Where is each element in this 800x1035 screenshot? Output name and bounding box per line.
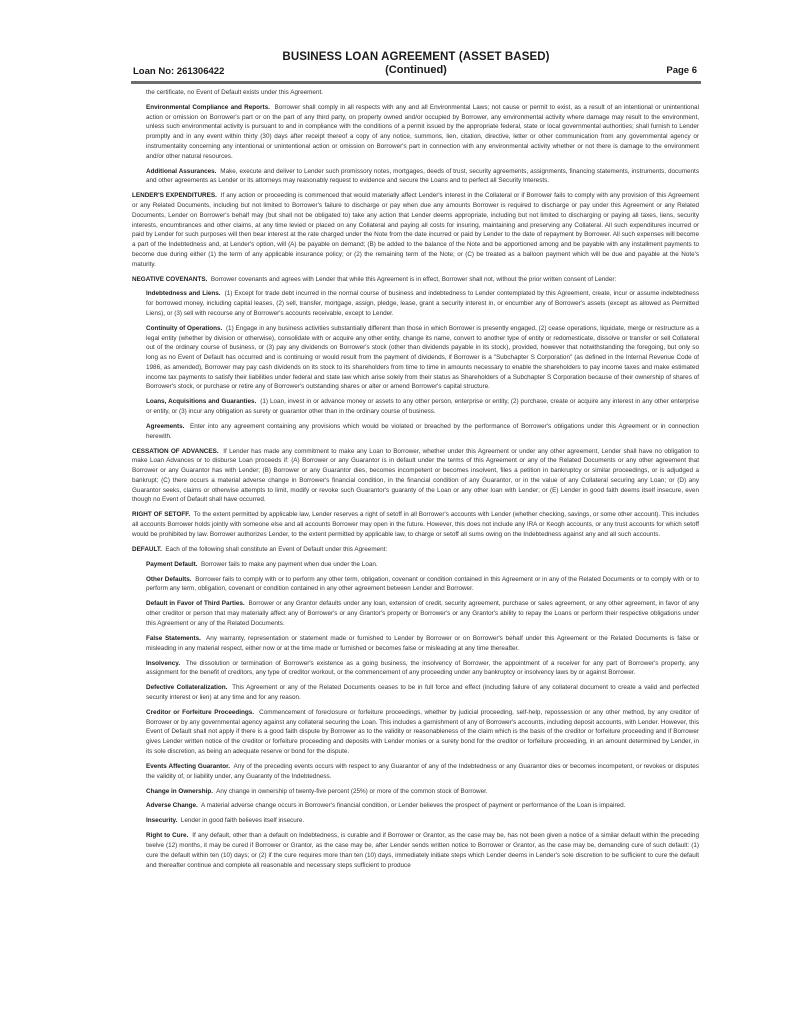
clause-text: (1) Except for trade debt incurred in the normal course of business and indebtedness to Lender contemplated by this Agreement, create, incur or assume indebtedness for borrowed money, including capital leases, (2) sell, transfer, mortgage, assign, pledge, lease, grant a security interest in, or encumber any of Borrower's assets (except as allowed as Permitted Liens), or (3) sell with recourse any of Borrower's accounts receivable, except to Lender. <box>146 290 699 317</box>
clause-text: To the extent permitted by applicable law, Lender reserves a right of setoff in all Borrower's accounts with Lender (whether checking, savings, or some other account). This includes all accounts Borrower holds jointly with someone else and all accounts Borrower may open in the future. However, this does not include any IRA or Keogh accounts, or any trust accounts for which setoff would be prohibited by law. Borrower authorizes Lender, to the extent permitted by applicable law, to charge or setoff all sums owing on the Indebtedness against any and all such accounts. <box>132 511 699 538</box>
clause-heading: DEFAULT. <box>132 545 162 553</box>
clause-heading: Indebtedness and Liens. <box>146 290 221 298</box>
clause-paragraph <box>146 634 699 654</box>
clause-text: the certificate, no Event of Default exists under this Agreement. <box>146 89 324 96</box>
clause-paragraph <box>132 191 699 269</box>
clause-text: If Lender has made any commitment to make any Loan to Borrower, whether under this Agreement or under any other agreement, Lender shall have no obligation to make Loan Advances or to disburse Loan proceeds if: (A) Borrower or any Guarantor is in default under the terms of this Agreement or any of the Related Documents or any other agreement that Borrower or any Guarantor has with Lender; (B) Borrower or any Guarantor dies, becomes incompetent or becomes insolvent, files a petition in bankruptcy or similar proceedings, or is adjudged a bankrupt; (C) there occurs a material adverse change in Borrower's financial condition, in the financial condition of any Guarantor, or in the value of any Collateral securing any Loan; or (D) any Guarantor seeks, claims or otherwise attempts to limit, modify or revoke such Guarantor's guaranty of the Loan or any other loan with Lender; or (E) Lender in good faith deems itself insecure, even though no Event of Default shall have occurred. <box>132 447 700 504</box>
clause-heading: RIGHT OF SETOFF. <box>132 511 191 519</box>
clause-text: (1) Loan, invest in or advance money or assets to any other person, enterprise or entity, (2) purchase, create or acquire any interest in any other enterprise or entity, or (3) incur any obligation as surety or guarantor other than in the ordinary course of business. <box>146 398 699 416</box>
clause-heading: LENDER'S EXPENDITURES. <box>132 192 217 200</box>
clause-text: Commencement of foreclosure or forfeiture proceedings, whether by judicial proceeding, self-help, repossession or any other method, by any creditor of Borrower or by any governmental agency against any collateral securing the Loan. This includes a garnishment of any of Borrower's accounts, including deposit accounts, with Lender. However, this Event of Default shall not apply if there is a good faith dispute by Borrower as to the validity or reasonableness of the claim which is the basis of the creditor or forfeiture proceeding and if Borrower gives Lender written notice of the creditor or forfeiture proceeding and deposits with Lender monies or a surety bond for the creditor or forfeiture proceeding, in an amount determined by Lender, in its sole discretion, as being an adequate reserve or bond for the dispute. <box>146 708 700 755</box>
clause-text: Make, execute and deliver to Lender such promissory notes, mortgages, deeds of trust, security agreements, assignments, financing statements, instruments, documents and other agreements as Lender or its attorneys may reasonably request to evidence and secure the Loans and to perfect all Security Interests. <box>146 167 699 185</box>
clause-paragraph <box>146 816 699 826</box>
document-title: BUSINESS LOAN AGREEMENT (ASSET BASED) <box>282 51 550 63</box>
clause-paragraph <box>146 831 699 870</box>
clause-heading: Default in Favor of Third Parties. <box>146 600 245 608</box>
clause-paragraph <box>132 275 699 285</box>
clause-paragraph <box>146 103 699 162</box>
clause-heading: NEGATIVE COVENANTS. <box>132 275 208 283</box>
clause-paragraph <box>132 510 699 539</box>
clause-text: If any default, other than a default on Indebtedness, is curable and if Borrower or Grantor, as the case may be, has not been given a notice of a similar default within the preceding twelve (12) months, it may be cured if Borrower or Grantor, as the case may be, after Lender sends written notice to Borrower or Grantor, as the case may be, demanding cure of such default: (1) cure the default within ten (10) days; or (2) if the cure requires more than ten (10) days, immediately initiate steps which Lender deems in Lender's sole discretion to be sufficient to cure the default and thereafter continue and complete all reasonable and necessary steps sufficient to produce <box>146 832 699 869</box>
clause-heading: Additional Assurances. <box>146 167 217 175</box>
clause-paragraph <box>146 422 699 442</box>
clause-text: Any warranty, representation or statement made or furnished to Lender by Borrower or on Borrower's behalf under this Agreement or the Related Documents is false or misleading in any material respect, either now or at the time made or furnished or becomes false or misleading at any time thereafter. <box>146 634 699 652</box>
clause-text: Any change in ownership of twenty-five percent (25%) or more of the common stock of Borrower. <box>216 787 488 795</box>
clause-paragraph <box>146 88 699 98</box>
clause-paragraph <box>146 289 699 318</box>
document-body <box>132 88 699 876</box>
clause-heading: Environmental Compliance and Reports. <box>146 103 270 111</box>
clause-paragraph <box>146 397 699 417</box>
clause-text: Each of the following shall constitute an Event of Default under this Agreement: <box>165 545 388 553</box>
clause-paragraph <box>132 545 699 555</box>
clause-paragraph <box>146 575 699 595</box>
clause-heading: Agreements. <box>146 423 185 430</box>
clause-paragraph <box>146 708 699 757</box>
clause-paragraph <box>146 599 699 628</box>
clause-heading: Events Affecting Guarantor. <box>146 762 231 770</box>
loan-number: Loan No: 261306422 <box>133 66 225 77</box>
clause-heading: CESSATION OF ADVANCES. <box>132 447 219 455</box>
clause-text: Borrower shall comply in all respects with any and all Environmental Laws; not cause or permit to exist, as a result of an intentional or unintentional action or omission on Borrower's part or on the part of any third party, on property owned and/or occupied by Borrower, any environmental activity where damage may result to the environment, unless such environmental activity is pursuant to and in compliance with the conditions of a permit issued by the appropriate federal, state or local governmental authorities; shall furnish to Lender promptly and in any event within thirty (30) days after receipt thereof a copy of any notice, summons, lien, citation, directive, letter or other communication from any governmental agency or instrumentality concerning any intentional or unintentional action or omission on Borrower's part in connection with any environmental activity whether or not there is damage to the environment and/or other natural resources. <box>146 103 699 160</box>
clause-paragraph <box>146 324 699 392</box>
clause-text: Lender in good faith believes itself insecure. <box>180 817 305 825</box>
page-number: Page 6 <box>666 65 697 76</box>
clause-paragraph <box>146 560 699 570</box>
clause-heading: Loans, Acquisitions and Guaranties. <box>146 398 257 406</box>
clause-paragraph <box>146 659 699 679</box>
clause-heading: Adverse Change. <box>146 802 198 810</box>
clause-heading: Insolvency. <box>146 659 181 667</box>
clause-heading: Defective Collateralization. <box>146 684 228 692</box>
clause-text: A material adverse change occurs in Borrower's financial condition, or Lender believes the prospect of payment or performance of the Loan is impaired. <box>201 802 626 810</box>
clause-text: The dissolution or termination of Borrower's existence as a going business, the insolvency of Borrower, the appointment of a receiver for any part of Borrower's property, any assignment for the benefit of creditors, any type of creditor workout, or the commencement of any proceeding under any bankruptcy or insolvency laws by or against Borrower. <box>146 659 699 677</box>
clause-heading: Continuity of Operations. <box>146 324 223 332</box>
clause-heading: Creditor or Forfeiture Proceedings. <box>146 708 255 716</box>
clause-text: Borrower covenants and agrees with Lender that while this Agreement is in effect, Borrower shall not, without the prior written consent of Lender: <box>210 275 617 283</box>
page-header <box>131 50 701 82</box>
clause-text: Borrower fails to make any payment when due under the Loan. <box>201 560 378 568</box>
header-divider <box>131 81 701 84</box>
clause-paragraph <box>146 787 699 797</box>
clause-heading: Right to Cure. <box>146 832 189 840</box>
clause-text: Any of the preceding events occurs with respect to any Guarantor of any of the Indebtedness or any Guarantor dies or becomes incompetent, or revokes or disputes the validity of, or liability under, any Guaranty of the Indebtedness. <box>146 762 699 780</box>
clause-text: (1) Engage in any business activities substantially different than those in which Borrower is presently engaged, (2) cease operations, liquidate, merge or restructure as a legal entity (whether by division or otherwise), consolidate with or acquire any other entity, change its name, convert to another type of entity or redomesticate, dissolve or transfer or sell Collateral out of the ordinary course of business, or (3) pay any dividends on Borrower's stock (other than dividends payable in its stock), provided, however that notwithstanding the foregoing, but only so long as no Event of Default has occurred and is continuing or would result from the payment of dividends, if Borrower is a "Subchapter S Corporation" (as defined in the Internal Revenue Code of 1986, as amended), Borrower may pay cash dividends on its stock to its shareholders from time to time in amounts necessary to enable the shareholders to pay income taxes and make estimated income tax payments to satisfy their liabilities under federal and state law which arise solely from their status as Shareholders of a Subchapter S Corporation because of their ownership of shares of Borrower's stock, or purchase or retire any of Borrower's outstanding shares or alter or amend Borrower's capital structure. <box>146 324 699 391</box>
clause-heading: Change in Ownership. <box>146 787 213 795</box>
clause-heading: False Statements. <box>146 634 201 642</box>
clause-text: Borrower fails to comply with or to perform any other term, obligation, covenant or condition contained in this Agreement or in any of the Related Documents or to comply with or to perform any term, obligation, covenant or condition contained in any other agreement between Lender and Borrower. <box>146 575 699 593</box>
clause-heading: Other Defaults. <box>146 575 192 583</box>
clause-text: If any action or proceeding is commenced that would materially affect Lender's interest in the Collateral or if Borrower fails to comply with any provision of this Agreement or any Related Documents, including but not limited to Borrower's failure to discharge or pay when due any amounts Borrower is required to discharge or pay under this Agreement or any Related Documents, Lender on Borrower's behalf may (but shall not be obligated to) take any action that Lender deems appropriate, including but not limited to discharging or paying all taxes, liens, security interests, encumbrances and other claims, at any time levied or placed on any Collateral and paying all costs for insuring, maintaining and preserving any Collateral. All such expenditures incurred or paid by Lender for such purposes will then bear interest at the rate charged under the Note from the date incurred or paid by Lender to the date of repayment by Borrower. All such expenses will become a part of the Indebtedness and, at Lender's option, will (A) be payable on demand; (B) be added to the balance of the Note and be apportioned among and be payable with any installment payments to become due during either (1) the term of any applicable insurance policy; or (2) the remaining term of the Note; or (C) be treated as a balloon payment which will be due and payable at the Note's maturity. <box>132 192 699 268</box>
clause-paragraph <box>146 167 699 187</box>
clause-heading: Payment Default. <box>146 560 198 568</box>
document-subtitle: (Continued) <box>385 64 447 76</box>
clause-paragraph <box>132 447 699 506</box>
clause-text: This Agreement or any of the Related Documents ceases to be in full force and effect (including failure of any collateral document to create a valid and perfected security interest or lien) at any time and for any reason. <box>146 684 699 701</box>
clause-text: Enter into any agreement containing any provisions which would be violated or breached by the performance of Borrower's obligations under this Agreement or in connection herewith. <box>146 423 699 440</box>
clause-text: Borrower or any Grantor defaults under any loan, extension of credit, security agreement, purchase or sales agreement, or any other agreement, in favor of any other creditor or person that may materially affect any of Borrower's or any Grantor's property or Borrower's or any Grantor's ability to repay the Loans or perform their respective obligations under this Agreement or any of the Related Documents. <box>146 600 699 627</box>
clause-paragraph <box>146 683 699 703</box>
clause-paragraph <box>146 801 699 811</box>
clause-paragraph <box>146 762 699 782</box>
clause-heading: Insecurity. <box>146 817 178 825</box>
